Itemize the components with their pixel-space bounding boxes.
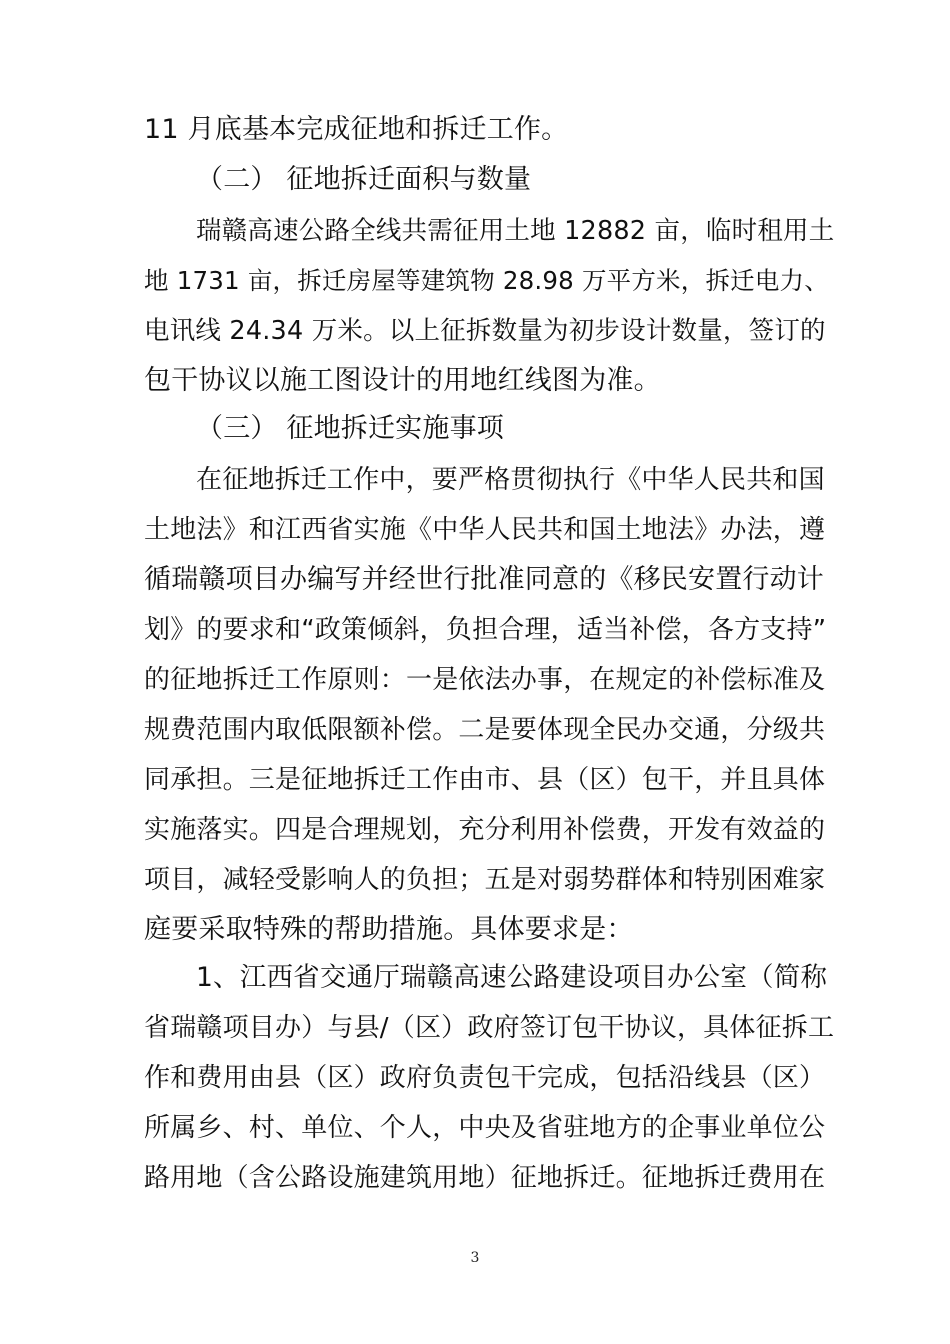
paragraph-line: 包干协议以施工图设计的用地红线图为准。 bbox=[144, 365, 661, 396]
paragraph-line: 土地法》和江西省实施《中华人民共和国土地法》办法，遵 bbox=[144, 515, 826, 545]
page-number: 3 bbox=[470, 1250, 480, 1266]
paragraph-line: 11 月底基本完成征地和拆迁工作。 bbox=[144, 114, 569, 145]
paragraph-line: 项目，减轻受影响人的负担；五是对弱势群体和特别困难家 bbox=[144, 865, 826, 895]
paragraph-line: 地 1731 亩，拆迁房屋等建筑物 28.98 万平方米，拆迁电力、 bbox=[144, 266, 829, 295]
paragraph-line: 同承担。三是征地拆迁工作由市、县（区）包干，并且具体 bbox=[144, 765, 826, 795]
paragraph-line: 瑞赣高速公路全线共需征用土地 12882 亩，临时租用土 bbox=[196, 216, 835, 246]
paragraph-line: 作和费用由县（区）政府负责包干完成，包括沿线县（区） bbox=[144, 1063, 826, 1093]
paragraph-line: 在征地拆迁工作中，要严格贯彻执行《中华人民共和国 bbox=[196, 465, 825, 495]
paragraph-line: 电讯线 24.34 万米。以上征拆数量为初步设计数量，签订的 bbox=[144, 316, 826, 346]
paragraph-line: 规费范围内取低限额补偿。二是要体现全民办交通，分级共 bbox=[144, 715, 826, 745]
paragraph-line: 路用地（含公路设施建筑用地）征地拆迁。征地拆迁费用在 bbox=[144, 1163, 826, 1193]
paragraph-line: 省瑞赣项目办）与县/（区）政府签订包干协议，具体征拆工 bbox=[144, 1013, 834, 1043]
paragraph-line: 的征地拆迁工作原则：一是依法办事，在规定的补偿标准及 bbox=[144, 665, 826, 695]
paragraph-line: 1、江西省交通厅瑞赣高速公路建设项目办公室（简称 bbox=[196, 962, 828, 993]
paragraph-line: 庭要采取特殊的帮助措施。具体要求是： bbox=[144, 914, 634, 945]
paragraph-line: 实施落实。四是合理规划，充分利用补偿费，开发有效益的 bbox=[144, 815, 826, 845]
section-heading-3: （三） 征地拆迁实施事项 bbox=[196, 413, 504, 444]
paragraph-line: 循瑞赣项目办编写并经世行批准同意的《移民安置行动计 bbox=[144, 564, 824, 595]
paragraph-line: 所属乡、村、单位、个人，中央及省驻地方的企事业单位公 bbox=[144, 1113, 826, 1143]
section-heading-2: （二） 征地拆迁面积与数量 bbox=[196, 164, 532, 195]
paragraph-line: 划》的要求和“政策倾斜，负担合理，适当补偿，各方支持” bbox=[144, 615, 827, 645]
